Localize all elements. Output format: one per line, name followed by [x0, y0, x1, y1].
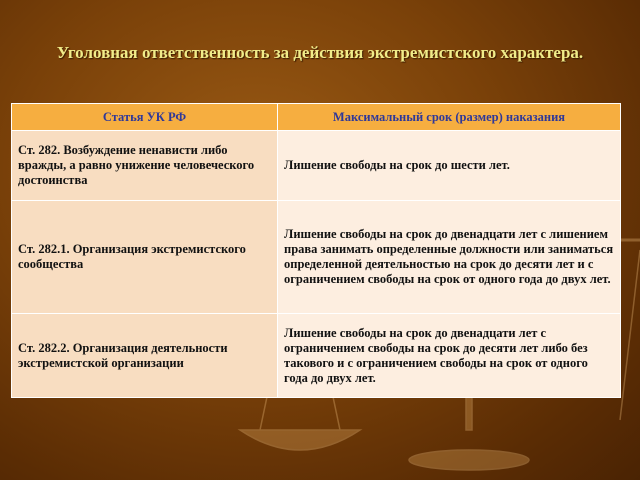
article-cell: Ст. 282.1. Организация экстремистского сообщества — [12, 200, 278, 314]
table-row — [12, 314, 621, 398]
penalty-cell: Лишение свободы на срок до шести лет. — [278, 131, 621, 200]
article-cell: Ст. 282.2. Организация деятельности экстремистской организации — [12, 314, 278, 398]
table-row — [12, 131, 621, 200]
penalty-cell: Лишение свободы на срок до двенадцати лет с лишением права занимать определенные должности или заниматься определенной деятельностью на срок до десяти лет и с ограничением свободы на срок от одного года до двух лет. — [278, 200, 621, 314]
header-article: Статья УК РФ — [12, 104, 278, 131]
article-cell: Ст. 282. Возбуждение ненависти либо вражды, а равно унижение человеческого достоинства — [12, 131, 278, 200]
penalty-table — [11, 103, 621, 398]
table-row — [12, 200, 621, 314]
penalty-cell: Лишение свободы на срок до двенадцати лет с ограничением свободы на срок до десяти лет либо без такового и с ограничением свободы на срок от одного года до двух лет. — [278, 314, 621, 398]
page-title: Уголовная ответственность за действия экстремистского характера. — [56, 43, 584, 62]
table-header-row — [12, 104, 621, 131]
header-penalty: Максимальный срок (размер) наказания — [278, 104, 621, 131]
